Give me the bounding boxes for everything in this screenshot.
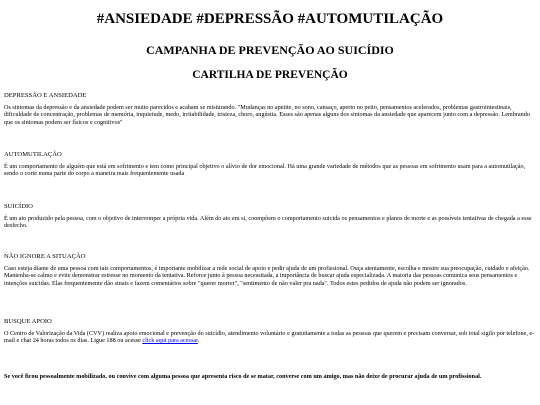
section-body-end: . <box>197 337 200 345</box>
campaign-heading: CAMPANHA DE PREVENÇÃO AO SUICÍDIO <box>146 43 394 57</box>
section-body <box>4 330 536 345</box>
section-suicidio <box>4 203 536 230</box>
section-title: DEPRESSÃO E ANSIEDADE <box>4 92 87 99</box>
hashtags-heading: #ANSIEDADE #DEPRESSÃO #AUTOMUTILAÇÃO <box>96 11 444 27</box>
section-body: Caso esteja diante de uma pessoa com tais comportamentos, é importante mobilizar a rede social de apoio e pedir ajuda de um profissional. Ouça atentamente, escolha e mostre sua preocupação, cuidado e afeição. Mantenha-se calmo e evite demonstrar estresse no momento da tentativa. Reforce junto à pessoa necessitada, a importância de buscar ajuda especializada. A maioria das pessoas comunica seus pensamentos e intenções suicidas. Elas frequentemente dão sinais e fazem comentários sobre "querer morrer", "sentimento de não valer pra nada". Todos estes pedidos de ajuda não podem ser ignorados. <box>4 265 530 287</box>
section-title: NÃO IGNORE A SITUAÇÃO <box>4 253 86 260</box>
section-nao-ignore <box>4 253 536 287</box>
section-body: Os sintomas da depressão e da ansiedade podem ser muito parecidos e acabam se misturando. "Mudanças no apetite, no sono, cansaço, aperto no peito, pensamentos acelerados, problemas gastrointestinais, dificuldade de concentração, problemas de memória, inquietude, medo, irritabilidade, tristeza, choro, angústia. Esses são apenas alguns dos sintomas da ansiedade que aparecem junto com a depressão. Lembrando que os sintomas podem ser físicos e cognitivos" <box>4 104 530 126</box>
section-body: É um ato produzido pela pessoa, com o objetivo de interromper a própria vida. Além do ato em si, coompõem o comportamento suicida os pensamentos e planos de morte e as possíveis tentativas de chegada a esse desfecho. <box>4 215 532 230</box>
section-title: SUICÍDIO <box>4 203 33 210</box>
section-body: É um comportamento de alguém que está em sofrimento e tem como principal objetivo o alívio de dor emocional. Há uma grande variedade de métodos que as pessoas em sofrimento usam para a automutilação, sendo o corte numa parte do corpo a maneira mais frequentemente usada <box>4 163 526 178</box>
section-title: AUTOMUTILAÇÃO <box>4 151 62 158</box>
footer-note: Se você ficou pessoalmente mobilizado, ou convive com alguma pessoa que apresenta risco de se matar, converse com um amigo, mas não deixe de procurar ajuda de um profissional. <box>4 373 482 381</box>
section-busque-apoio <box>4 318 536 345</box>
booklet-heading: CARTILHA DE PREVENÇÃO <box>192 69 348 81</box>
section-automutilacao <box>4 151 536 178</box>
section-body-text: O Centro de Valorização da Vida (CVV) realiza apoio emocional e prevenção do suicídio, atendimento voluntário e gratuitamente a todas as pessoas que querem e precisam conversar, sob total sigilo por telefone, e-mail e chat 24 horas todos os dias. Ligue 188 ou acesse <box>4 330 535 345</box>
section-depressao-ansiedade <box>4 92 536 126</box>
cvv-link[interactable]: click aqui para acessar <box>142 337 198 345</box>
section-title: BUSQUE APOIO <box>4 318 52 325</box>
